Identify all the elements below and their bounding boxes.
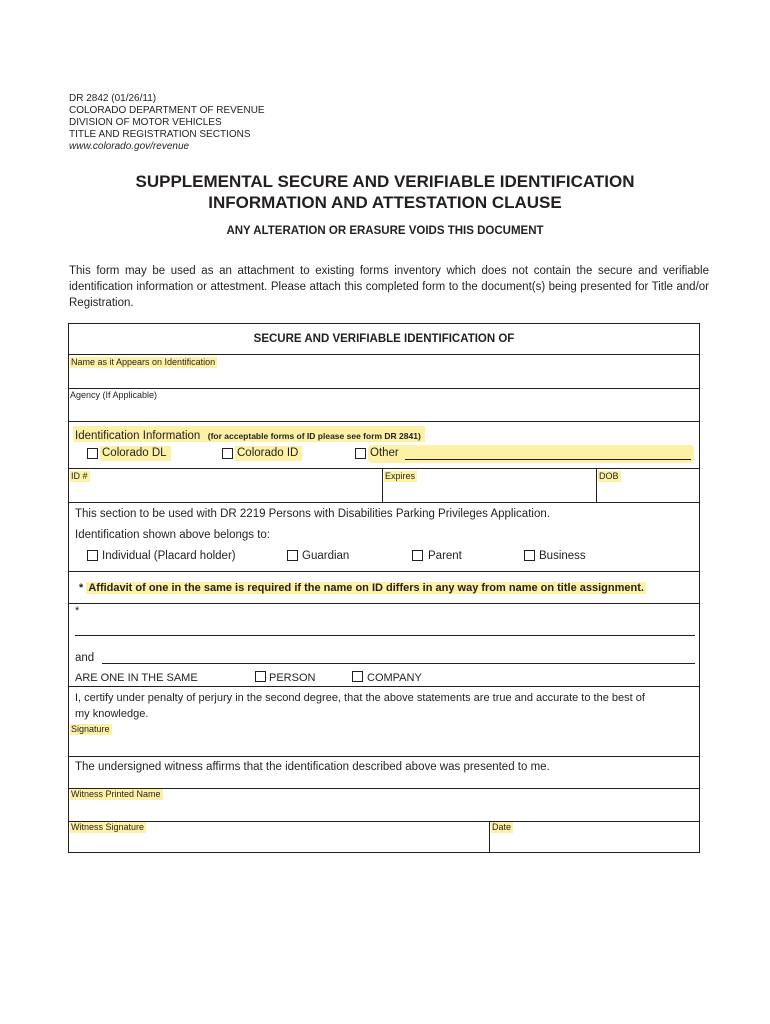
divider	[69, 354, 699, 355]
website-link: www.colorado.gov/revenue	[69, 141, 190, 152]
witness-signature-label: Witness Signature	[71, 822, 145, 832]
section-name: TITLE AND REGISTRATION SECTIONS	[69, 129, 251, 140]
divider	[69, 821, 699, 822]
individual-label: Individual (Placard holder)	[102, 550, 236, 562]
divider	[69, 686, 699, 687]
id-info-label: Identification Information	[75, 430, 201, 442]
divider	[596, 468, 597, 502]
divider	[69, 756, 699, 757]
agency-label: Agency (If Applicable)	[70, 390, 158, 400]
signature-input[interactable]	[70, 736, 698, 754]
other-checkbox[interactable]	[355, 448, 366, 459]
colorado-dl-checkbox[interactable]	[87, 448, 98, 459]
section-title: SECURE AND VERIFIABLE IDENTIFICATION OF	[253, 333, 515, 345]
alteration-warning: ANY ALTERATION OR ERASURE VOIDS THIS DOCUMENT	[226, 225, 544, 237]
colorado-id-checkbox[interactable]	[222, 448, 233, 459]
dr2219-text: This section to be used with DR 2219 Persons with Disabilities Parking Privileges Application.	[75, 508, 550, 520]
one-same-label: ARE ONE IN THE SAME	[75, 672, 198, 684]
witness-name-label: Witness Printed Name	[71, 789, 161, 799]
name-input[interactable]	[70, 369, 698, 387]
expires-label: Expires	[385, 471, 416, 481]
dob-input[interactable]	[598, 483, 698, 501]
identification-form	[68, 323, 700, 853]
affidavit-note	[79, 581, 646, 595]
witness-name-input[interactable]	[70, 801, 698, 819]
witness-signature-input[interactable]	[70, 834, 488, 852]
belongs-to-text: Identification shown above belongs to:	[75, 529, 270, 541]
other-underline	[405, 459, 691, 460]
divider	[69, 421, 699, 422]
division-name: DIVISION OF MOTOR VEHICLES	[69, 117, 222, 128]
dob-label: DOB	[599, 471, 619, 481]
divider	[69, 788, 699, 789]
id-number-input[interactable]	[70, 483, 382, 501]
person-checkbox[interactable]	[255, 671, 266, 682]
business-label: Business	[539, 550, 586, 562]
id-number-label: ID #	[71, 471, 88, 481]
divider	[69, 571, 699, 572]
certify-line1: I, certify under penalty of perjury in the second degree, that the above statements are true and accurate to the best of	[75, 692, 645, 704]
guardian-checkbox[interactable]	[287, 550, 298, 561]
name-label: Name as it Appears on Identification	[71, 357, 216, 367]
page-title-line1: SUPPLEMENTAL SECURE AND VERIFIABLE IDENTIFICATION	[135, 172, 635, 191]
page-title-line2: INFORMATION AND ATTESTATION CLAUSE	[208, 193, 562, 212]
divider	[382, 468, 383, 502]
company-label: COMPANY	[367, 672, 422, 684]
other-label: Other	[370, 447, 399, 459]
agency-input[interactable]	[70, 402, 698, 420]
certify-line2: my knowledge.	[75, 708, 149, 720]
colorado-id-label: Colorado ID	[235, 446, 302, 461]
intro-paragraph: This form may be used as an attachment to existing forms inventory which does not contain the secure and verifiable identification information or attestment. Please attach this completed form to the document(s) being presented for Title and/or Registration.	[69, 265, 709, 309]
department-name: COLORADO DEPARTMENT OF REVENUE	[69, 105, 265, 116]
first-name-line[interactable]	[75, 635, 695, 636]
other-input[interactable]	[368, 445, 694, 463]
divider	[69, 502, 699, 503]
affidavit-asterisk: *	[79, 582, 84, 594]
witness-affirmation-text: The undersigned witness affirms that the identification described above was presented to me.	[75, 761, 550, 773]
affidavit-text: Affidavit of one in the same is required if the name on ID differs in any way from name on title assignment.	[88, 582, 644, 594]
person-label: PERSON	[269, 672, 316, 684]
business-checkbox[interactable]	[524, 550, 535, 561]
form-number: DR 2842 (01/26/11)	[69, 93, 157, 104]
date-input[interactable]	[491, 834, 698, 852]
company-checkbox[interactable]	[352, 671, 363, 682]
individual-checkbox[interactable]	[87, 550, 98, 561]
divider	[489, 821, 490, 853]
divider	[69, 388, 699, 389]
signature-label: Signature	[71, 724, 110, 734]
parent-checkbox[interactable]	[412, 550, 423, 561]
id-info-header	[73, 426, 425, 442]
expires-input[interactable]	[384, 483, 595, 501]
second-name-line[interactable]	[102, 663, 695, 664]
parent-label: Parent	[428, 550, 462, 562]
divider	[69, 468, 699, 469]
guardian-label: Guardian	[302, 550, 350, 562]
id-info-note: (for acceptable forms of ID please see form DR 2841)	[207, 431, 421, 441]
divider	[69, 603, 699, 604]
date-label: Date	[492, 822, 512, 832]
and-label: and	[75, 652, 95, 664]
colorado-dl-label: Colorado DL	[100, 446, 171, 461]
asterisk-mark: *	[75, 605, 80, 617]
